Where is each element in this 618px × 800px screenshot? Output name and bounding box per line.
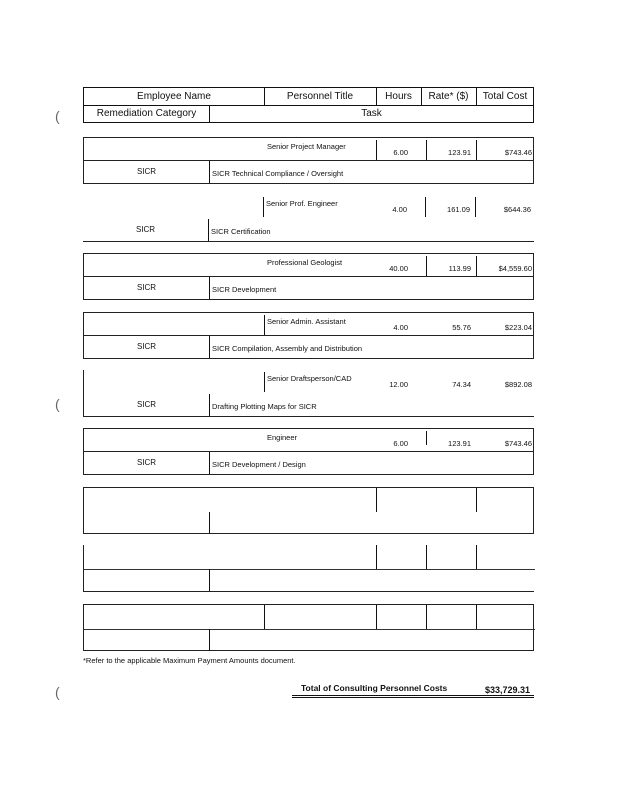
rate-value: 113.99 xyxy=(448,264,471,273)
remediation-category: SICR xyxy=(136,167,157,176)
hours-value: 12.00 xyxy=(389,380,408,389)
total-cost-value: $644.36 xyxy=(503,205,531,214)
rate-value: 123.91 xyxy=(448,148,471,157)
total-cost-value: $4,559.60 xyxy=(498,264,532,273)
total-double-underline xyxy=(292,697,534,698)
personnel-title: Senior Prof. Engineer xyxy=(266,199,338,208)
entry-block xyxy=(83,253,534,300)
entry-block xyxy=(83,370,534,417)
personnel-title: Senior Project Manager xyxy=(267,142,346,151)
remediation-category: SICR xyxy=(135,225,156,234)
header-employee-name: Employee Name xyxy=(137,91,211,102)
task-description: SICR Compilation, Assembly and Distribution xyxy=(212,344,363,353)
remediation-category: SICR xyxy=(136,458,157,467)
rate-value: 55.76 xyxy=(452,323,471,332)
remediation-category: SICR xyxy=(136,342,157,351)
header-personnel-title: Personnel Title xyxy=(286,91,354,102)
total-cost-value: $743.46 xyxy=(504,148,532,157)
table-header xyxy=(83,87,534,123)
personnel-title: Senior Admin. Assistant xyxy=(267,317,346,326)
binder-hole-mark: ( xyxy=(55,108,60,124)
remediation-category: SICR xyxy=(136,400,157,409)
footnote: *Refer to the applicable Maximum Payment Amounts document. xyxy=(83,656,296,665)
task-description: Drafting Plotting Maps for SICR xyxy=(212,402,317,411)
binder-hole-mark: ( xyxy=(55,396,60,412)
binder-hole-mark: ( xyxy=(55,684,60,700)
personnel-title: Professional Geologist xyxy=(267,258,343,267)
header-total-cost: Total Cost xyxy=(482,91,528,102)
total-cost-value: $743.46 xyxy=(504,439,532,448)
hours-value: 4.00 xyxy=(392,205,407,214)
total-cost-value: $223.04 xyxy=(504,323,532,332)
total-label: Total of Consulting Personnel Costs xyxy=(301,683,448,693)
entry-block xyxy=(83,428,534,475)
entry-block xyxy=(83,137,534,184)
task-description: SICR Technical Compliance / Oversight xyxy=(212,169,344,178)
total-cost-value: $892.08 xyxy=(504,380,532,389)
hours-value: 6.00 xyxy=(393,439,408,448)
empty-entry-block xyxy=(83,604,534,651)
header-remediation-category: Remediation Category xyxy=(96,108,197,119)
rate-value: 161.09 xyxy=(447,205,470,214)
header-rate: Rate* ($) xyxy=(428,91,469,102)
hours-value: 6.00 xyxy=(393,148,408,157)
entry-block xyxy=(83,195,534,242)
task-description: SICR Development / Design xyxy=(212,460,306,469)
total-value: $33,729.31 xyxy=(485,685,531,695)
remediation-category: SICR xyxy=(136,283,157,292)
personnel-title: Engineer xyxy=(267,433,298,442)
entry-block xyxy=(83,312,534,359)
header-task: Task xyxy=(361,108,382,119)
hours-value: 4.00 xyxy=(393,323,408,332)
total-underline xyxy=(292,695,534,696)
rate-value: 74.34 xyxy=(452,380,471,389)
hours-value: 40.00 xyxy=(389,264,408,273)
rate-value: 123.91 xyxy=(448,439,471,448)
task-description: SICR Development xyxy=(212,285,277,294)
empty-entry-block xyxy=(83,545,534,592)
task-description: SICR Certification xyxy=(211,227,271,236)
personnel-title: Senior Draftsperson/CAD xyxy=(267,374,352,383)
empty-entry-block xyxy=(83,487,534,534)
header-hours: Hours xyxy=(385,91,412,102)
